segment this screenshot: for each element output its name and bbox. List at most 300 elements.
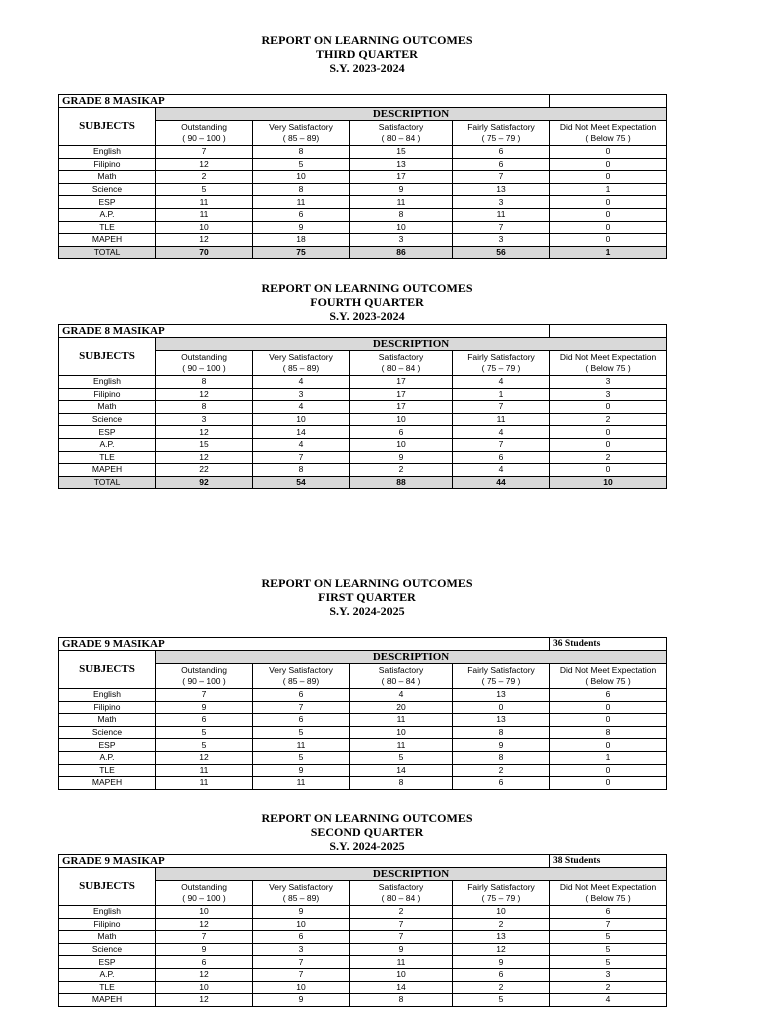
- count-cell: 11: [350, 714, 453, 727]
- subjects-header: SUBJECTS: [59, 108, 156, 146]
- count-cell: 7: [453, 221, 550, 234]
- student-count: [550, 95, 667, 108]
- outcomes-table: [58, 324, 667, 489]
- count-cell: 12: [156, 158, 253, 171]
- count-cell: 10: [253, 981, 350, 994]
- column-range: ( 75 – 79 ): [481, 363, 521, 373]
- report-school-year: S.Y. 2024-2025: [329, 839, 405, 853]
- grade-row: [59, 638, 667, 651]
- column-range: ( Below 75 ): [585, 676, 631, 686]
- total-cell: 54: [253, 476, 350, 489]
- table-row: [59, 931, 667, 944]
- count-cell: 6: [550, 689, 667, 702]
- column-range: ( Below 75 ): [585, 893, 631, 903]
- grade-label: GRADE 8 MASIKAP: [59, 325, 550, 338]
- count-cell: 12: [156, 426, 253, 439]
- table-row: [59, 764, 667, 777]
- subject-cell: MAPEH: [59, 777, 156, 790]
- count-cell: 17: [350, 388, 453, 401]
- count-cell: 10: [350, 968, 453, 981]
- subject-cell: Math: [59, 931, 156, 944]
- column-name: Outstanding: [181, 882, 227, 892]
- count-cell: 11: [156, 764, 253, 777]
- column-header: [253, 881, 350, 906]
- table-row: [59, 464, 667, 477]
- report-heading: [68, 33, 666, 75]
- total-label: TOTAL: [59, 246, 156, 259]
- column-range: ( 90 – 100 ): [182, 363, 226, 373]
- column-name: Satisfactory: [378, 352, 424, 362]
- table-row: [59, 956, 667, 969]
- table-row: [59, 426, 667, 439]
- table-row: [59, 221, 667, 234]
- count-cell: 10: [156, 906, 253, 919]
- count-cell: 12: [156, 918, 253, 931]
- report-quarter: FIRST QUARTER: [318, 590, 416, 604]
- count-cell: 9: [253, 764, 350, 777]
- count-cell: 10: [156, 221, 253, 234]
- count-cell: 7: [156, 146, 253, 159]
- total-cell: 10: [550, 476, 667, 489]
- count-cell: 5: [253, 726, 350, 739]
- count-cell: 6: [550, 906, 667, 919]
- count-cell: 4: [453, 376, 550, 389]
- count-cell: 7: [350, 918, 453, 931]
- count-cell: 10: [453, 906, 550, 919]
- count-cell: 17: [350, 376, 453, 389]
- count-cell: 12: [156, 388, 253, 401]
- count-cell: 12: [156, 451, 253, 464]
- count-cell: 0: [550, 764, 667, 777]
- count-cell: 0: [550, 146, 667, 159]
- count-cell: 4: [253, 376, 350, 389]
- count-cell: 13: [453, 931, 550, 944]
- count-cell: 7: [453, 401, 550, 414]
- count-cell: 13: [350, 158, 453, 171]
- count-cell: 4: [453, 426, 550, 439]
- column-name: Very Satisfactory: [269, 665, 333, 675]
- total-row: [59, 476, 667, 489]
- subjects-header: SUBJECTS: [59, 338, 156, 376]
- count-cell: 11: [253, 777, 350, 790]
- subject-cell: TLE: [59, 981, 156, 994]
- count-cell: 8: [156, 376, 253, 389]
- column-name: Did Not Meet Expectation: [559, 122, 657, 132]
- count-cell: 7: [253, 956, 350, 969]
- count-cell: 5: [156, 739, 253, 752]
- column-range: ( Below 75 ): [585, 363, 631, 373]
- count-cell: 2: [453, 764, 550, 777]
- grade-row: [59, 325, 667, 338]
- count-cell: 11: [156, 196, 253, 209]
- count-cell: 14: [253, 426, 350, 439]
- report-quarter: THIRD QUARTER: [316, 47, 418, 61]
- count-cell: 10: [350, 221, 453, 234]
- column-name: Outstanding: [181, 352, 227, 362]
- count-cell: 11: [350, 956, 453, 969]
- count-cell: 8: [253, 464, 350, 477]
- table-row: [59, 777, 667, 790]
- subject-cell: MAPEH: [59, 994, 156, 1007]
- count-cell: 2: [550, 451, 667, 464]
- subject-cell: English: [59, 146, 156, 159]
- column-header: [350, 121, 453, 146]
- count-cell: 11: [253, 196, 350, 209]
- total-cell: 1: [550, 246, 667, 259]
- count-cell: 7: [253, 451, 350, 464]
- outcomes-table: [58, 637, 667, 790]
- column-range: ( 85 – 89): [282, 133, 320, 143]
- subject-cell: Math: [59, 171, 156, 184]
- count-cell: 22: [156, 464, 253, 477]
- column-header: [156, 881, 253, 906]
- report-section-first-quarter: [58, 576, 666, 790]
- subjects-header: SUBJECTS: [59, 651, 156, 689]
- count-cell: 2: [156, 171, 253, 184]
- column-name: Satisfactory: [378, 665, 424, 675]
- count-cell: 2: [350, 906, 453, 919]
- count-cell: 1: [550, 183, 667, 196]
- count-cell: 4: [453, 464, 550, 477]
- count-cell: 4: [550, 994, 667, 1007]
- column-name: Outstanding: [181, 122, 227, 132]
- count-cell: 9: [350, 943, 453, 956]
- report-school-year: S.Y. 2024-2025: [329, 604, 405, 618]
- column-header: [550, 121, 667, 146]
- report-school-year: S.Y. 2023-2024: [329, 309, 405, 323]
- grade-label: GRADE 9 MASIKAP: [59, 855, 550, 868]
- column-range: ( 85 – 89): [282, 893, 320, 903]
- count-cell: 11: [350, 739, 453, 752]
- count-cell: 0: [550, 208, 667, 221]
- count-cell: 6: [453, 777, 550, 790]
- count-cell: 10: [350, 413, 453, 426]
- count-cell: 9: [453, 739, 550, 752]
- count-cell: 0: [550, 714, 667, 727]
- subject-cell: ESP: [59, 426, 156, 439]
- student-count: 38 Students: [550, 855, 667, 868]
- count-cell: 7: [550, 918, 667, 931]
- subject-cell: A.P.: [59, 968, 156, 981]
- count-cell: 6: [453, 968, 550, 981]
- description-header: DESCRIPTION: [156, 108, 667, 121]
- table-row: [59, 171, 667, 184]
- count-cell: 2: [453, 981, 550, 994]
- count-cell: 5: [550, 931, 667, 944]
- count-cell: 6: [253, 931, 350, 944]
- count-cell: 3: [253, 943, 350, 956]
- subject-cell: A.P.: [59, 438, 156, 451]
- column-range: ( 75 – 79 ): [481, 133, 521, 143]
- count-cell: 5: [550, 943, 667, 956]
- report-school-year: S.Y. 2023-2024: [329, 61, 405, 75]
- count-cell: 12: [156, 751, 253, 764]
- count-cell: 11: [350, 196, 453, 209]
- count-cell: 5: [156, 726, 253, 739]
- table-row: [59, 968, 667, 981]
- subject-cell: English: [59, 906, 156, 919]
- student-count: 36 Students: [550, 638, 667, 651]
- count-cell: 6: [253, 714, 350, 727]
- column-name: Fairly Satisfactory: [467, 122, 535, 132]
- description-header: DESCRIPTION: [156, 868, 667, 881]
- grade-label: GRADE 8 MASIKAP: [59, 95, 550, 108]
- count-cell: 6: [350, 426, 453, 439]
- table-row: [59, 438, 667, 451]
- count-cell: 9: [350, 451, 453, 464]
- count-cell: 0: [550, 158, 667, 171]
- count-cell: 8: [253, 183, 350, 196]
- count-cell: 7: [350, 931, 453, 944]
- count-cell: 0: [550, 701, 667, 714]
- count-cell: 8: [156, 401, 253, 414]
- count-cell: 13: [453, 689, 550, 702]
- count-cell: 12: [156, 994, 253, 1007]
- count-cell: 12: [453, 943, 550, 956]
- count-cell: 2: [350, 464, 453, 477]
- column-name: Very Satisfactory: [269, 882, 333, 892]
- count-cell: 8: [350, 208, 453, 221]
- table-row: [59, 158, 667, 171]
- count-cell: 12: [156, 234, 253, 247]
- table-row: [59, 183, 667, 196]
- column-name: Fairly Satisfactory: [467, 352, 535, 362]
- count-cell: 5: [156, 183, 253, 196]
- count-cell: 9: [156, 701, 253, 714]
- count-cell: 20: [350, 701, 453, 714]
- count-cell: 17: [350, 171, 453, 184]
- column-header: [453, 664, 550, 689]
- table-row: [59, 146, 667, 159]
- subject-cell: A.P.: [59, 208, 156, 221]
- count-cell: 0: [550, 739, 667, 752]
- description-header: DESCRIPTION: [156, 651, 667, 664]
- report-heading: [68, 576, 666, 618]
- column-header: [453, 351, 550, 376]
- column-name: Did Not Meet Expectation: [559, 665, 657, 675]
- column-name: Very Satisfactory: [269, 352, 333, 362]
- column-header: [453, 881, 550, 906]
- count-cell: 3: [550, 968, 667, 981]
- count-cell: 10: [253, 413, 350, 426]
- count-cell: 5: [453, 994, 550, 1007]
- count-cell: 14: [350, 764, 453, 777]
- grade-label: GRADE 9 MASIKAP: [59, 638, 550, 651]
- count-cell: 8: [453, 726, 550, 739]
- subject-cell: TLE: [59, 451, 156, 464]
- table-row: [59, 714, 667, 727]
- subject-cell: ESP: [59, 956, 156, 969]
- column-header: [253, 664, 350, 689]
- count-cell: 4: [253, 401, 350, 414]
- count-cell: 6: [156, 956, 253, 969]
- count-cell: 11: [253, 739, 350, 752]
- column-name: Fairly Satisfactory: [467, 882, 535, 892]
- count-cell: 7: [156, 931, 253, 944]
- count-cell: 7: [453, 438, 550, 451]
- table-row: [59, 413, 667, 426]
- count-cell: 8: [253, 146, 350, 159]
- subject-cell: TLE: [59, 221, 156, 234]
- column-name: Did Not Meet Expectation: [559, 352, 657, 362]
- subject-cell: Science: [59, 943, 156, 956]
- count-cell: 9: [253, 906, 350, 919]
- column-range: ( 75 – 79 ): [481, 676, 521, 686]
- report-heading: [68, 281, 666, 323]
- count-cell: 0: [550, 777, 667, 790]
- column-name: Outstanding: [181, 665, 227, 675]
- column-header: [350, 351, 453, 376]
- report-title: REPORT ON LEARNING OUTCOMES: [261, 281, 473, 295]
- count-cell: 7: [253, 968, 350, 981]
- subject-cell: English: [59, 376, 156, 389]
- count-cell: 7: [453, 171, 550, 184]
- column-name: Fairly Satisfactory: [467, 665, 535, 675]
- table-row: [59, 401, 667, 414]
- count-cell: 0: [550, 401, 667, 414]
- table-row: [59, 751, 667, 764]
- table-row: [59, 376, 667, 389]
- subject-cell: MAPEH: [59, 234, 156, 247]
- count-cell: 0: [550, 234, 667, 247]
- table-row: [59, 739, 667, 752]
- subject-cell: ESP: [59, 196, 156, 209]
- subject-cell: TLE: [59, 764, 156, 777]
- count-cell: 17: [350, 401, 453, 414]
- count-cell: 3: [350, 234, 453, 247]
- subject-cell: Filipino: [59, 918, 156, 931]
- column-header: [253, 351, 350, 376]
- count-cell: 2: [453, 918, 550, 931]
- outcomes-table: [58, 854, 667, 1007]
- total-cell: 86: [350, 246, 453, 259]
- count-cell: 3: [550, 376, 667, 389]
- count-cell: 13: [453, 183, 550, 196]
- subject-cell: Science: [59, 183, 156, 196]
- description-header: DESCRIPTION: [156, 338, 667, 351]
- table-row: [59, 196, 667, 209]
- count-cell: 15: [350, 146, 453, 159]
- description-row: [59, 868, 667, 881]
- count-cell: 9: [350, 183, 453, 196]
- report-section-second-quarter: [58, 811, 666, 1007]
- report-quarter: FOURTH QUARTER: [310, 295, 424, 309]
- description-row: [59, 108, 667, 121]
- count-cell: 4: [350, 689, 453, 702]
- column-header: [550, 664, 667, 689]
- count-cell: 8: [550, 726, 667, 739]
- count-cell: 3: [156, 413, 253, 426]
- table-row: [59, 689, 667, 702]
- column-range: ( Below 75 ): [585, 133, 631, 143]
- column-header: [253, 121, 350, 146]
- subject-cell: Math: [59, 714, 156, 727]
- description-row: [59, 338, 667, 351]
- count-cell: 10: [253, 171, 350, 184]
- count-cell: 11: [156, 208, 253, 221]
- column-name: Satisfactory: [378, 882, 424, 892]
- report-title: REPORT ON LEARNING OUTCOMES: [261, 811, 473, 825]
- column-header: [156, 121, 253, 146]
- count-cell: 4: [253, 438, 350, 451]
- column-range: ( 85 – 89): [282, 363, 320, 373]
- count-cell: 11: [453, 208, 550, 221]
- subject-cell: Science: [59, 726, 156, 739]
- count-cell: 9: [253, 994, 350, 1007]
- table-row: [59, 388, 667, 401]
- column-header: [350, 881, 453, 906]
- column-range: ( 90 – 100 ): [182, 893, 226, 903]
- column-range: ( 80 – 84 ): [381, 133, 421, 143]
- table-row: [59, 943, 667, 956]
- count-cell: 0: [550, 221, 667, 234]
- column-range: ( 90 – 100 ): [182, 676, 226, 686]
- report-title: REPORT ON LEARNING OUTCOMES: [261, 576, 473, 590]
- total-cell: 92: [156, 476, 253, 489]
- count-cell: 5: [350, 751, 453, 764]
- count-cell: 10: [350, 438, 453, 451]
- column-header: [453, 121, 550, 146]
- column-header: [350, 664, 453, 689]
- count-cell: 10: [253, 918, 350, 931]
- column-range: ( 75 – 79 ): [481, 893, 521, 903]
- outcomes-table: [58, 94, 667, 259]
- description-row: [59, 651, 667, 664]
- count-cell: 8: [350, 994, 453, 1007]
- count-cell: 6: [453, 158, 550, 171]
- count-cell: 1: [453, 388, 550, 401]
- count-cell: 6: [453, 146, 550, 159]
- count-cell: 10: [350, 726, 453, 739]
- table-row: [59, 208, 667, 221]
- column-name: Very Satisfactory: [269, 122, 333, 132]
- subject-cell: Filipino: [59, 158, 156, 171]
- report-title: REPORT ON LEARNING OUTCOMES: [261, 33, 473, 47]
- count-cell: 18: [253, 234, 350, 247]
- count-cell: 14: [350, 981, 453, 994]
- subject-cell: Filipino: [59, 701, 156, 714]
- table-row: [59, 918, 667, 931]
- total-cell: 88: [350, 476, 453, 489]
- count-cell: 9: [453, 956, 550, 969]
- count-cell: 11: [156, 777, 253, 790]
- table-row: [59, 906, 667, 919]
- count-cell: 3: [253, 388, 350, 401]
- report-heading: [68, 811, 666, 853]
- count-cell: 1: [550, 751, 667, 764]
- count-cell: 5: [253, 751, 350, 764]
- count-cell: 3: [453, 196, 550, 209]
- table-row: [59, 981, 667, 994]
- column-header: [156, 664, 253, 689]
- total-cell: 75: [253, 246, 350, 259]
- count-cell: 15: [156, 438, 253, 451]
- count-cell: 8: [350, 777, 453, 790]
- count-cell: 0: [550, 196, 667, 209]
- column-name: Did Not Meet Expectation: [559, 882, 657, 892]
- subject-cell: English: [59, 689, 156, 702]
- column-header: [550, 881, 667, 906]
- count-cell: 2: [550, 981, 667, 994]
- count-cell: 5: [253, 158, 350, 171]
- count-cell: 9: [253, 221, 350, 234]
- report-section-third-quarter: [58, 33, 666, 259]
- table-row: [59, 994, 667, 1007]
- subject-cell: MAPEH: [59, 464, 156, 477]
- subject-cell: Math: [59, 401, 156, 414]
- subject-cell: A.P.: [59, 751, 156, 764]
- table-row: [59, 451, 667, 464]
